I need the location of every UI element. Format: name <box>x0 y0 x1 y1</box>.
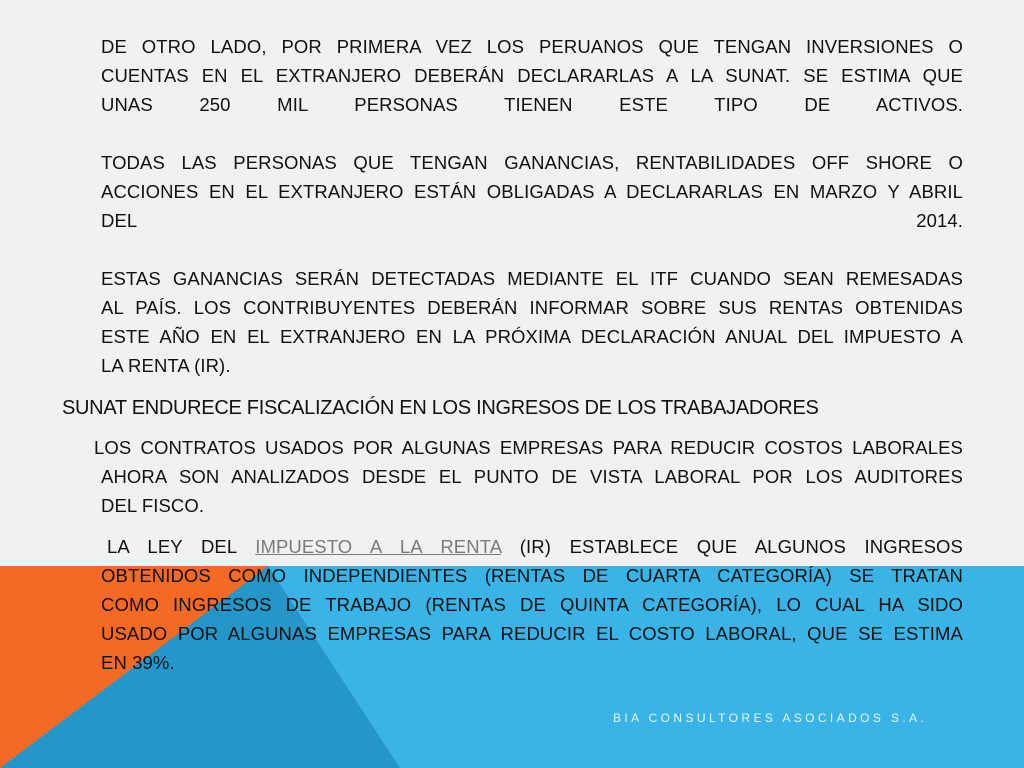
text-line: DEL 2014. <box>101 210 963 231</box>
text-line: ESTE AÑO EN EL EXTRANJERO EN LA PRÓXIMA DECLARACIÓN ANUAL DEL IMPUESTO A <box>101 326 963 347</box>
text-line: UNAS 250 MIL PERSONAS TIENEN ESTE TIPO DE ACTIVOS. <box>101 94 963 115</box>
paragraph-labor-contracts <box>94 433 963 520</box>
text-prefix: LA LEY DEL <box>107 536 237 557</box>
text-line: COMO INGRESOS DE TRABAJO (RENTAS DE QUINTA CATEGORÍA), LO CUAL HA SIDO <box>101 594 963 615</box>
text-line: USADO POR ALGUNAS EMPRESAS PARA REDUCIR EL COSTO LABORAL, QUE SE ESTIMA <box>101 623 963 644</box>
text-line: LA RENTA (IR). <box>101 355 231 376</box>
text-line: CUENTAS EN EL EXTRANJERO DEBERÁN DECLARARLAS A LA SUNAT. SE ESTIMA QUE <box>101 65 963 86</box>
text-line: EN 39%. <box>101 652 175 673</box>
text-line: OBTENIDOS COMO INDEPENDIENTES (RENTAS DE CUARTA CATEGORÍA) SE TRATAN <box>101 565 963 586</box>
text-suffix: (IR) ESTABLECE QUE ALGUNOS INGRESOS <box>519 536 963 557</box>
paragraph-itf-detection <box>101 264 963 380</box>
paragraph-income-tax-law <box>101 532 963 677</box>
text-line: AHORA SON ANALIZADOS DESDE EL PUNTO DE VISTA LABORAL POR LOS AUDITORES <box>101 466 963 487</box>
section-heading: SUNAT ENDURECE FISCALIZACIÓN EN LOS INGRESOS DE LOS TRABAJADORES <box>62 397 819 419</box>
text-line: ESTAS GANANCIAS SERÁN DETECTADAS MEDIANTE EL ITF CUANDO SEAN REMESADAS <box>101 268 963 289</box>
text-line <box>101 532 963 561</box>
text-line: LOS CONTRATOS USADOS POR ALGUNAS EMPRESAS PARA REDUCIR COSTOS LABORALES <box>94 437 963 458</box>
text-line: TODAS LAS PERSONAS QUE TENGAN GANANCIAS, RENTABILIDADES OFF SHORE O <box>101 152 963 173</box>
impuesto-a-la-renta-link[interactable]: IMPUESTO A LA RENTA <box>255 536 502 557</box>
footer-company-name: BIA CONSULTORES ASOCIADOS S.A. <box>613 711 928 725</box>
text-line: DEL FISCO. <box>101 495 205 516</box>
text-line: DE OTRO LADO, POR PRIMERA VEZ LOS PERUANOS QUE TENGAN INVERSIONES O <box>101 36 963 57</box>
text-line: AL PAÍS. LOS CONTRIBUYENTES DEBERÁN INFORMAR SOBRE SUS RENTAS OBTENIDAS <box>101 297 963 318</box>
text-line: ACCIONES EN EL EXTRANJERO ESTÁN OBLIGADAS A DECLARARLAS EN MARZO Y ABRIL <box>101 181 963 202</box>
paragraph-investments-abroad <box>101 32 963 119</box>
paragraph-offshore-earnings <box>101 148 963 235</box>
